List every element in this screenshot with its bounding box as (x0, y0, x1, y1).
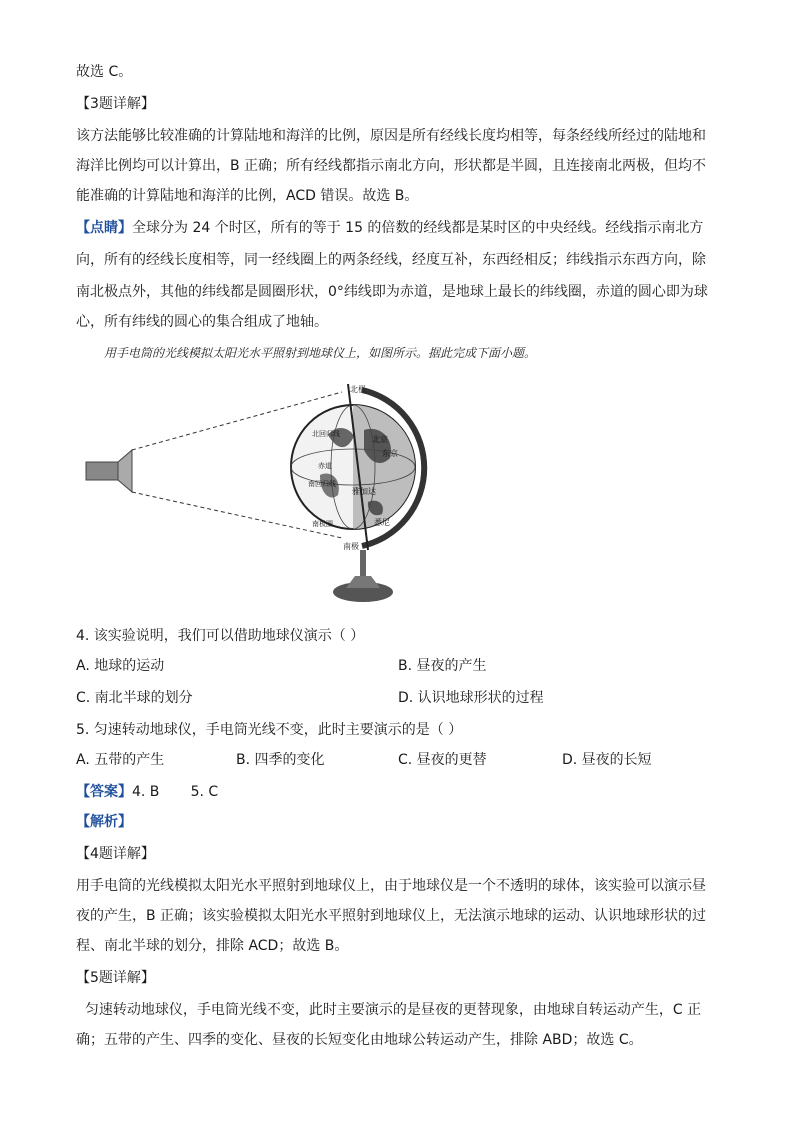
tropic-of-capricorn-label: 南回归线 (308, 480, 336, 488)
q4-stem: 4. 该实验说明，我们可以借助地球仪演示（ ） (76, 628, 365, 644)
q4-option-a: A. 地球的运动 (76, 658, 165, 674)
tip-line (76, 218, 703, 238)
jakarta-label: 雅加达 (352, 487, 376, 496)
q5-option-d: D. 昼夜的长短 (562, 752, 652, 768)
q5-option-a: A. 五带的产生 (76, 752, 165, 768)
equator-label: 赤道 (318, 462, 332, 470)
q5-option-b: B. 四季的变化 (236, 752, 325, 768)
text-line: 心，所有纬线的圆心的集合组成了地轴。 (76, 314, 328, 330)
north-pole-label: 北极 (350, 385, 366, 394)
q4-option-d: D. 认识地球形状的过程 (398, 690, 544, 706)
globe-stand-pedestal (346, 576, 380, 588)
globe-stand-neck (360, 550, 366, 576)
antarctic-circle-label: 南极圈 (312, 520, 333, 528)
tip-text: 全球分为 24 个时区，所有的等于 15 的倍数的经线都是某时区的中央经线。经线指示南北方 (132, 220, 704, 236)
south-pole-label: 南极 (343, 542, 359, 551)
text-line: 确；五带的产生、四季的变化、昼夜的长短变化由地球公转运动产生，排除 ABD；故选 C。 (76, 1032, 643, 1048)
beijing-label: 北京 (372, 435, 388, 444)
q5-option-c: C. 昼夜的更替 (398, 752, 487, 768)
tokyo-label: 东京 (382, 449, 398, 458)
answer-label: 【答案】 (76, 784, 132, 800)
answer-text: 4. B 5. C (132, 784, 219, 800)
figure-caption: 用手电筒的光线模拟太阳光水平照射到地球仪上，如图所示。据此完成下面小题。 (104, 346, 537, 360)
analysis-label: 【解析】 (76, 814, 132, 830)
text-line: 用手电筒的光线模拟太阳光水平照射到地球仪上，由于地球仪是一个不透明的球体，该实验可以演示昼 (76, 878, 706, 894)
globe-flashlight-figure (80, 370, 480, 610)
q4-option-b: B. 昼夜的产生 (398, 658, 487, 674)
tropic-of-cancer-label: 北回归线 (312, 430, 340, 438)
text-line: 夜的产生，B 正确；该实验模拟太阳光水平照射到地球仪上，无法演示地球的运动、认识地球形状的过 (76, 908, 707, 924)
text-line: 程、南北半球的划分，排除 ACD；故选 B。 (76, 938, 349, 954)
q4-detail-heading: 【4题详解】 (76, 846, 155, 862)
text-line: 南北极点外，其他的纬线都是圆圈形状，0°纬线即为赤道，是地球上最长的纬线圈，赤道的圆心即为球 (76, 284, 708, 300)
text-line: 故选 C。 (76, 64, 133, 80)
q5-detail-heading: 【5题详解】 (76, 970, 155, 986)
q5-stem: 5. 匀速转动地球仪，手电筒光线不变，此时主要演示的是（ ） (76, 722, 463, 738)
q4-option-c: C. 南北半球的划分 (76, 690, 193, 706)
tip-label: 【点睛】 (76, 220, 132, 236)
flashlight-head (118, 450, 132, 492)
text-line: 匀速转动地球仪，手电筒光线不变，此时主要演示的是昼夜的更替现象，由地球自转运动产生，C 正 (76, 1002, 702, 1018)
text-line: 能准确的计算陆地和海洋的比例，ACD 错误。故选 B。 (76, 188, 419, 204)
text-line: 该方法能够比较准确的计算陆地和海洋的比例，原因是所有经线长度均相等，每条经线所经过的陆地和 (76, 128, 706, 144)
answer-line (76, 782, 218, 802)
sydney-label: 悉尼 (374, 518, 390, 527)
text-line: 向，所有的经线长度相等，同一经线圈上的两条经线，经度互补，东西经相反；纬线指示东西方向，除 (76, 252, 706, 268)
flashlight-body (86, 462, 118, 480)
q3-heading: 【3题详解】 (76, 96, 155, 112)
text-line: 海洋比例均可以计算出，B 正确；所有经线都指示南北方向，形状都是半圆，且连接南北两极，但均不 (76, 158, 707, 174)
